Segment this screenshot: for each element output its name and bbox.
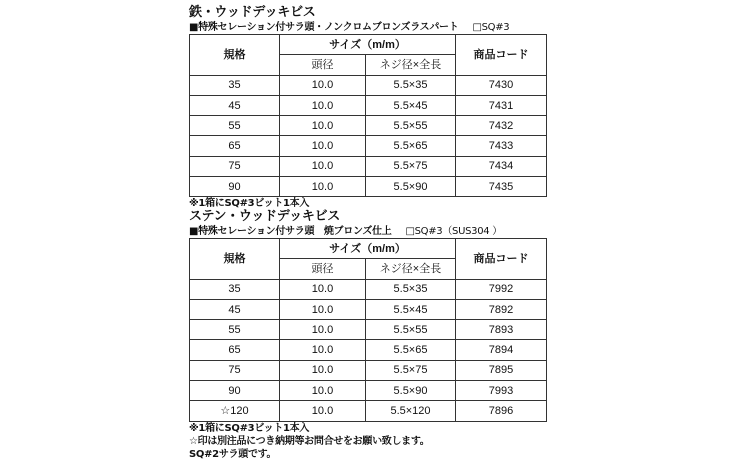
header-dims: サイズ（m/m） — [280, 35, 456, 55]
section-subtitle — [189, 225, 546, 238]
cell-code: 7432 — [456, 116, 547, 136]
cell-head: 10.0 — [280, 136, 366, 156]
cell-size: 45 — [190, 299, 280, 319]
cell-thread: 5.5×45 — [366, 95, 456, 115]
cell-size: 75 — [190, 156, 280, 176]
header-thread: ネジ径×全長 — [366, 259, 456, 279]
section-subtitle — [189, 21, 546, 34]
cell-size: 65 — [190, 136, 280, 156]
cell-size: 35 — [190, 75, 280, 95]
section-stainless — [189, 209, 546, 461]
cell-code: 7896 — [456, 401, 547, 421]
table-row — [190, 340, 547, 360]
table-row — [190, 75, 547, 95]
cell-thread: 5.5×35 — [366, 75, 456, 95]
cell-size: 35 — [190, 279, 280, 299]
drive-type: □SQ#3 — [472, 22, 510, 33]
cell-size: 75 — [190, 360, 280, 380]
cell-thread: 5.5×90 — [366, 177, 456, 197]
table-row — [190, 95, 547, 115]
cell-thread: 5.5×35 — [366, 279, 456, 299]
cell-code: 7431 — [456, 95, 547, 115]
cell-thread: 5.5×55 — [366, 116, 456, 136]
cell-code: 7433 — [456, 136, 547, 156]
cell-thread: 5.5×65 — [366, 340, 456, 360]
footnote: ※1箱にSQ#3ビット1本入 — [189, 198, 310, 210]
cell-code: 7892 — [456, 299, 547, 319]
header-code: 商品コード — [456, 35, 547, 76]
cell-code: 7430 — [456, 75, 547, 95]
cell-thread: 5.5×75 — [366, 360, 456, 380]
cell-head: 10.0 — [280, 401, 366, 421]
table-row — [190, 116, 547, 136]
cell-thread: 5.5×90 — [366, 381, 456, 401]
cell-head: 10.0 — [280, 279, 366, 299]
cell-head: 10.0 — [280, 360, 366, 380]
table-row — [190, 156, 547, 176]
header-size: 規格 — [190, 239, 280, 280]
footnote: ☆印は別注品につき納期等お問合せをお願い致します。 — [189, 435, 430, 447]
cell-head: 10.0 — [280, 381, 366, 401]
cell-size: 55 — [190, 116, 280, 136]
table-row — [190, 360, 547, 380]
section-title: ステン・ウッドデッキビス — [189, 209, 340, 224]
table-row — [190, 136, 547, 156]
table-row — [190, 177, 547, 197]
cell-head: 10.0 — [280, 177, 366, 197]
cell-size: 90 — [190, 177, 280, 197]
section-iron — [189, 5, 546, 210]
cell-code: 7893 — [456, 320, 547, 340]
cell-code: 7993 — [456, 381, 547, 401]
cell-code: 7895 — [456, 360, 547, 380]
cell-head: 10.0 — [280, 340, 366, 360]
drive-type: □SQ#3（SUS304 ） — [405, 226, 502, 237]
cell-thread: 5.5×75 — [366, 156, 456, 176]
cell-code: 7992 — [456, 279, 547, 299]
table-row — [190, 279, 547, 299]
cell-size: 45 — [190, 95, 280, 115]
table-row — [190, 401, 547, 421]
spec-table — [189, 34, 547, 197]
header-code: 商品コード — [456, 239, 547, 280]
header-head: 頭径 — [280, 55, 366, 75]
header-head: 頭径 — [280, 259, 366, 279]
cell-thread: 5.5×55 — [366, 320, 456, 340]
cell-head: 10.0 — [280, 299, 366, 319]
cell-size: 65 — [190, 340, 280, 360]
footnote: ※1箱にSQ#3ビット1本入 — [189, 422, 310, 434]
subtitle-text: ■特殊セレーション付サラ頭・ノンクロムブロンズラスパート — [189, 22, 459, 33]
cell-head: 10.0 — [280, 156, 366, 176]
header-thread: ネジ径×全長 — [366, 55, 456, 75]
cell-thread: 5.5×45 — [366, 299, 456, 319]
cell-thread: 5.5×120 — [366, 401, 456, 421]
cell-code: 7435 — [456, 177, 547, 197]
cell-thread: 5.5×65 — [366, 136, 456, 156]
cell-head: 10.0 — [280, 320, 366, 340]
table-row — [190, 381, 547, 401]
section-title: 鉄・ウッドデッキビス — [189, 5, 316, 20]
cell-head: 10.0 — [280, 116, 366, 136]
cell-size: 90 — [190, 381, 280, 401]
cell-code: 7434 — [456, 156, 547, 176]
cell-head: 10.0 — [280, 95, 366, 115]
spec-table — [189, 238, 547, 422]
cell-head: 10.0 — [280, 75, 366, 95]
header-size: 規格 — [190, 35, 280, 76]
footnote: SQ#2サラ頭です。 — [189, 448, 277, 460]
subtitle-text: ■特殊セレーション付サラ頭 焼ブロンズ仕上 — [189, 226, 392, 237]
cell-size: 55 — [190, 320, 280, 340]
table-row — [190, 320, 547, 340]
table-row — [190, 299, 547, 319]
cell-code: 7894 — [456, 340, 547, 360]
header-dims: サイズ（m/m） — [280, 239, 456, 259]
cell-size: ☆120 — [190, 401, 280, 421]
